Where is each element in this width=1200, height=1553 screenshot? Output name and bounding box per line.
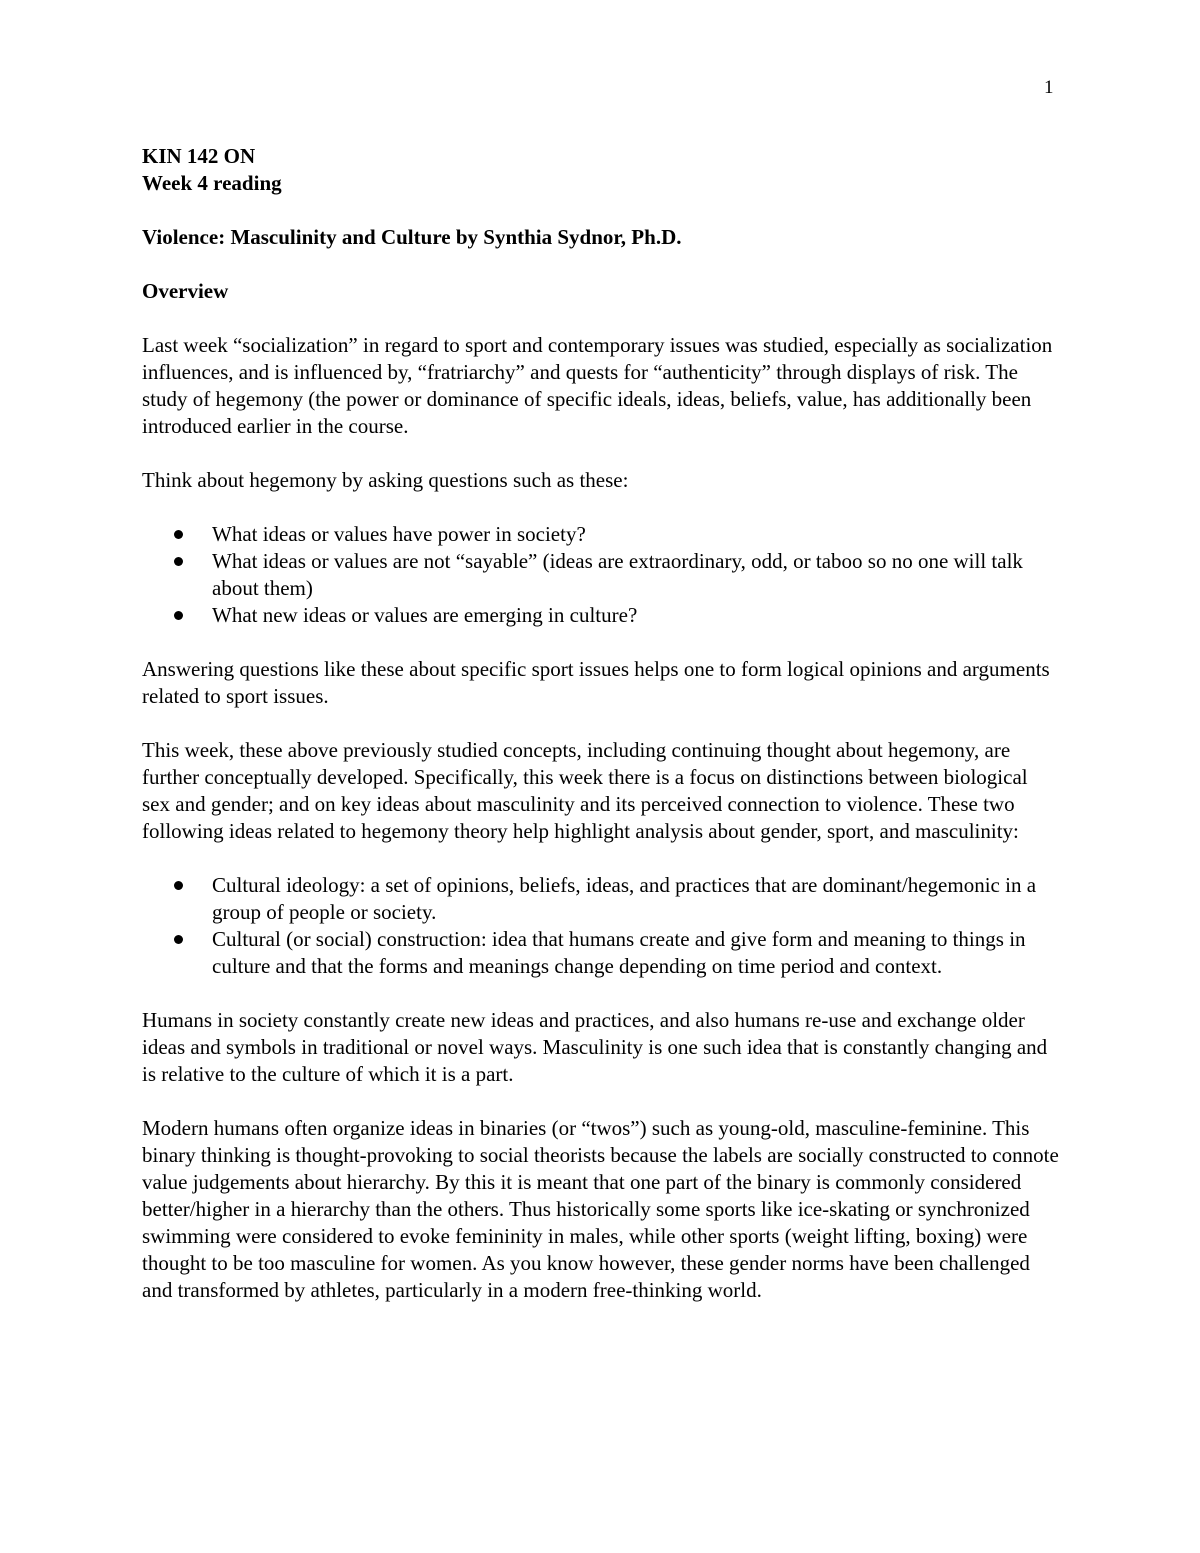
document-body — [142, 143, 1060, 1304]
list-item — [142, 521, 1060, 548]
bullet-icon — [174, 557, 183, 566]
list-item-text: What new ideas or values are emerging in culture? — [212, 603, 638, 627]
list-item-text: Cultural (or social) construction: idea that humans create and give form and meaning to things in culture and that the forms and meanings change depending on time period and context. — [212, 927, 1026, 978]
concept-list — [142, 872, 1060, 980]
question-list — [142, 521, 1060, 629]
bullet-icon — [174, 881, 183, 890]
paragraph-humans-in-society: Humans in society constantly create new ideas and practices, and also humans re-use and exchange older ideas and symbols in traditional or novel ways. Masculinity is one such idea that is constantly changing and is relative to the culture of which it is a part. — [142, 1008, 1048, 1086]
list-item — [142, 602, 1060, 629]
list-item-text: Cultural ideology: a set of opinions, beliefs, ideas, and practices that are dominant/hegemonic in a group of people or society. — [212, 873, 1037, 924]
bullet-icon — [174, 530, 183, 539]
bullet-icon — [174, 611, 183, 620]
week-label: Week 4 reading — [142, 171, 282, 195]
list-item — [142, 872, 1060, 926]
paragraph-hegemony-questions-intro: Think about hegemony by asking questions such as these: — [142, 468, 629, 492]
bullet-icon — [174, 935, 183, 944]
paragraph-socialization: Last week “socialization” in regard to sport and contemporary issues was studied, especially as socialization influences, and is influenced by, “fratriarchy” and quests for “authenticity” through displays of risk. The study of hegemony (the power or dominance of specific ideals, ideas, beliefs, value, has additionally been introduced earlier in the course. — [142, 333, 1053, 438]
course-code: KIN 142 ON — [142, 144, 256, 168]
section-heading-overview: Overview — [142, 279, 229, 303]
list-item-text: What ideas or values have power in society? — [212, 522, 586, 546]
list-item — [142, 926, 1060, 980]
paragraph-answering-questions: Answering questions like these about specific sport issues helps one to form logical opinions and arguments related to sport issues. — [142, 657, 1050, 708]
page-number: 1 — [1044, 77, 1054, 98]
paragraph-this-week: This week, these above previously studied concepts, including continuing thought about hegemony, are further conceptually developed. Specifically, this week there is a focus on distinctions between biological sex and gender; and on key ideas about masculinity and its perceived connection to violence. These two following ideas related to hegemony theory help highlight analysis about gender, sport, and masculinity: — [142, 738, 1028, 843]
list-item-text: What ideas or values are not “sayable” (ideas are extraordinary, odd, or taboo so no one will talk about them) — [212, 549, 1023, 600]
reading-title: Violence: Masculinity and Culture by Synthia Sydnor, Ph.D. — [142, 225, 682, 249]
paragraph-binaries: Modern humans often organize ideas in binaries (or “twos”) such as young-old, masculine-feminine. This binary thinking is thought-provoking to social theorists because the labels are socially constructed to connote value judgements about hierarchy. By this it is meant that one part of the binary is commonly considered better/higher in a hierarchy than the others. Thus historically some sports like ice-skating or synchronized swimming were considered to evoke femininity in males, while other sports (weight lifting, boxing) were thought to be too masculine for women. As you know however, these gender norms have been challenged and transformed by athletes, particularly in a modern free-thinking world. — [142, 1116, 1059, 1302]
list-item — [142, 548, 1060, 602]
